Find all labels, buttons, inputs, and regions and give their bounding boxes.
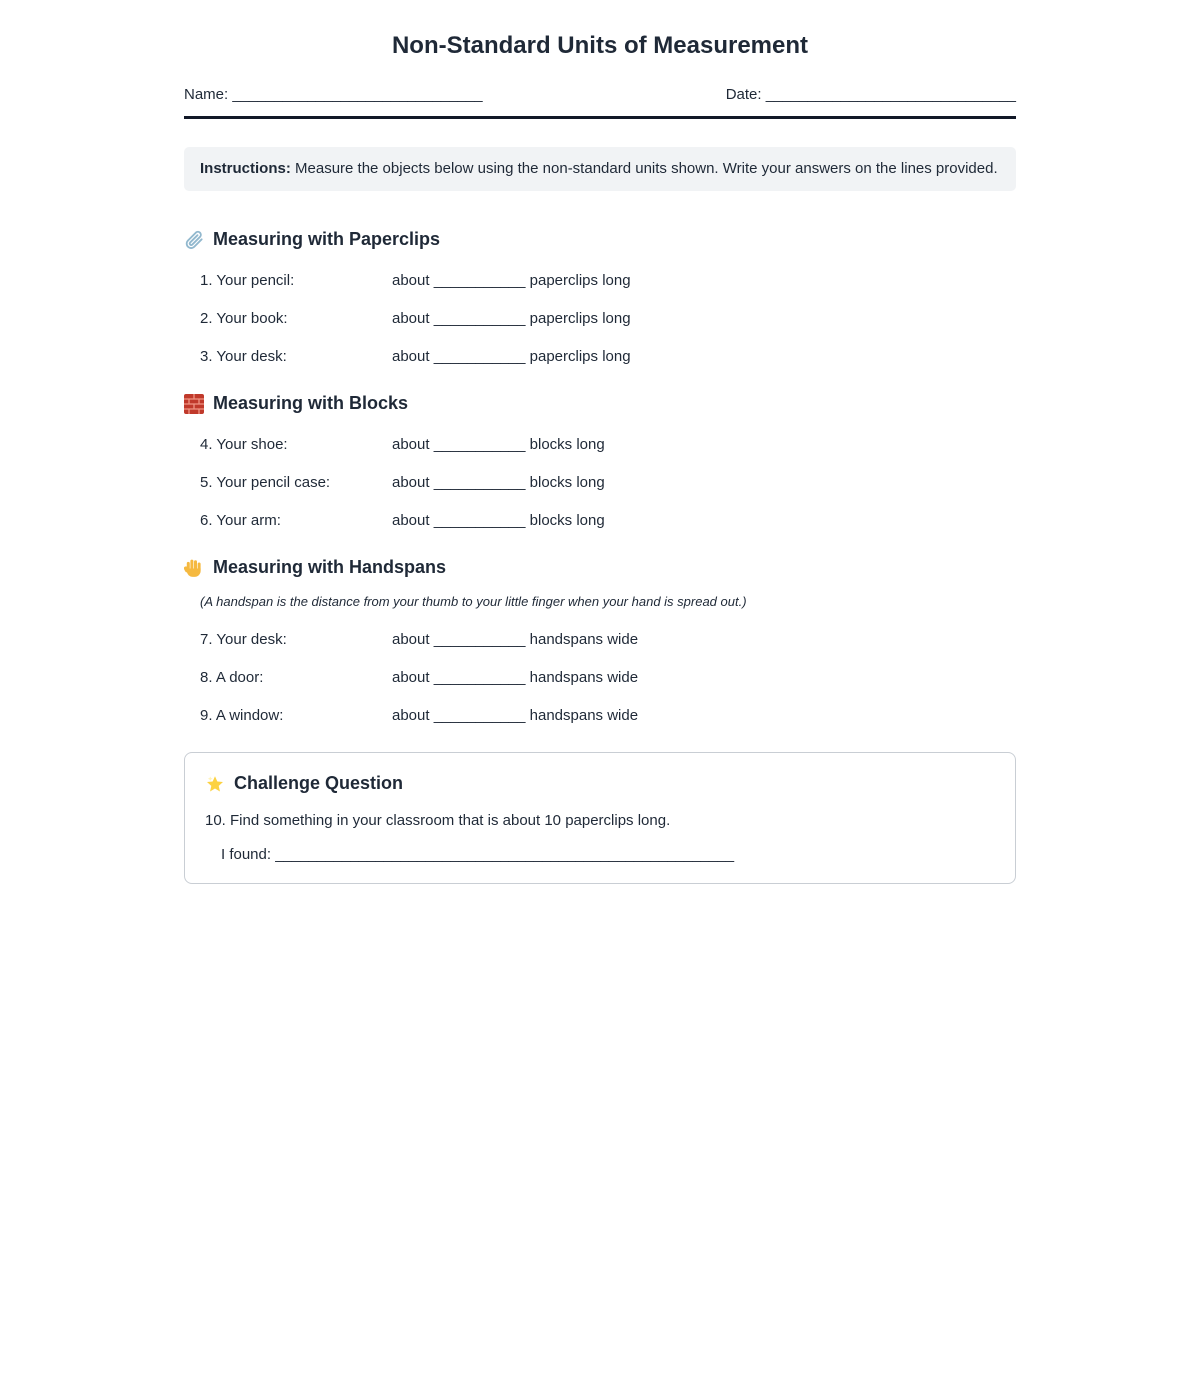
question-row-9 bbox=[184, 707, 1016, 724]
answer-blank[interactable]: ___________ bbox=[433, 436, 526, 454]
section-title: Measuring with Paperclips bbox=[213, 229, 441, 250]
question-label: 5. Your pencil case: bbox=[200, 474, 331, 492]
answer-prefix: about bbox=[392, 436, 430, 454]
question-label: 8. A door: bbox=[200, 669, 264, 687]
question-row-1 bbox=[184, 272, 1016, 289]
question-answer bbox=[392, 310, 631, 327]
found-label: I found: bbox=[221, 846, 272, 864]
section-paperclips bbox=[184, 229, 1016, 365]
star-icon bbox=[205, 774, 225, 794]
question-row-7 bbox=[184, 631, 1016, 648]
answer-blank[interactable]: ___________ bbox=[433, 310, 526, 328]
answer-blank[interactable]: ___________ bbox=[433, 669, 526, 687]
answer-prefix: about bbox=[392, 669, 430, 687]
answer-prefix: about bbox=[392, 310, 430, 328]
worksheet-page bbox=[184, 0, 1016, 884]
answer-suffix: handspans wide bbox=[529, 631, 639, 649]
answer-suffix: blocks long bbox=[529, 436, 605, 454]
question-label: 6. Your arm: bbox=[200, 512, 281, 530]
section-title: Measuring with Blocks bbox=[213, 393, 409, 414]
question-answer bbox=[392, 474, 605, 491]
question-label: 7. Your desk: bbox=[200, 631, 287, 649]
answer-suffix: handspans wide bbox=[529, 669, 639, 687]
question-answer bbox=[392, 669, 638, 686]
date-blank[interactable]: ______________________________ bbox=[765, 86, 1016, 103]
question-row-4 bbox=[184, 436, 1016, 453]
name-field bbox=[184, 86, 483, 103]
question-label: 1. Your pencil: bbox=[200, 272, 295, 290]
answer-blank[interactable]: ___________ bbox=[433, 272, 526, 290]
instructions-text: Measure the objects below using the non-standard units shown. Write your answers on the lines provided. bbox=[295, 160, 998, 177]
instructions-box bbox=[184, 147, 1016, 191]
handspan-hint: (A handspan is the distance from your thumb to your little finger when your hand is spread out.) bbox=[200, 594, 747, 610]
question-answer bbox=[392, 348, 631, 365]
question-answer bbox=[392, 631, 638, 648]
question-row-2 bbox=[184, 310, 1016, 327]
question-row-8 bbox=[184, 669, 1016, 686]
question-answer bbox=[392, 512, 605, 529]
found-blank[interactable]: _______________________________________________________ bbox=[275, 846, 735, 864]
answer-suffix: paperclips long bbox=[529, 348, 631, 366]
question-answer bbox=[392, 707, 638, 724]
answer-blank[interactable]: ___________ bbox=[433, 348, 526, 366]
answer-suffix: paperclips long bbox=[529, 310, 631, 328]
question-label: 9. A window: bbox=[200, 707, 284, 725]
question-answer bbox=[392, 272, 631, 289]
section-handspans bbox=[184, 557, 1016, 724]
section-paperclips-heading bbox=[184, 229, 1016, 250]
instructions-label: Instructions: bbox=[200, 160, 291, 177]
answer-prefix: about bbox=[392, 474, 430, 492]
section-blocks-heading bbox=[184, 393, 1016, 414]
answer-blank[interactable]: ___________ bbox=[433, 707, 526, 725]
name-date-row bbox=[184, 86, 1016, 103]
paperclips-icon bbox=[184, 230, 204, 250]
answer-suffix: blocks long bbox=[529, 512, 605, 530]
question-label: 3. Your desk: bbox=[200, 348, 287, 366]
date-field bbox=[726, 86, 1016, 103]
answer-suffix: paperclips long bbox=[529, 272, 631, 290]
question-row-5 bbox=[184, 474, 1016, 491]
challenge-found-row bbox=[205, 846, 995, 863]
question-row-3 bbox=[184, 348, 1016, 365]
date-label: Date: bbox=[725, 86, 762, 103]
hand-icon bbox=[184, 558, 204, 578]
challenge-box bbox=[184, 752, 1016, 884]
challenge-question: 10. Find something in your classroom that is about 10 paperclips long. bbox=[205, 812, 671, 830]
section-handspans-heading bbox=[184, 557, 1016, 578]
answer-blank[interactable]: ___________ bbox=[433, 631, 526, 649]
answer-suffix: blocks long bbox=[529, 474, 605, 492]
answer-blank[interactable]: ___________ bbox=[433, 474, 526, 492]
question-answer bbox=[392, 436, 605, 453]
answer-prefix: about bbox=[392, 512, 430, 530]
challenge-title: Challenge Question bbox=[234, 773, 404, 794]
section-title: Measuring with Handspans bbox=[213, 557, 447, 578]
brick-icon bbox=[184, 394, 204, 414]
question-label: 2. Your book: bbox=[200, 310, 288, 328]
answer-prefix: about bbox=[392, 707, 430, 725]
answer-prefix: about bbox=[392, 272, 430, 290]
header-divider bbox=[184, 116, 1016, 119]
section-blocks bbox=[184, 393, 1016, 529]
name-blank[interactable]: ______________________________ bbox=[232, 86, 483, 103]
name-label: Name: bbox=[184, 86, 229, 103]
challenge-heading bbox=[205, 773, 995, 794]
page-title: Non-Standard Units of Measurement bbox=[391, 32, 809, 59]
answer-blank[interactable]: ___________ bbox=[433, 512, 526, 530]
answer-prefix: about bbox=[392, 348, 430, 366]
answer-prefix: about bbox=[392, 631, 430, 649]
question-label: 4. Your shoe: bbox=[200, 436, 288, 454]
question-row-6 bbox=[184, 512, 1016, 529]
answer-suffix: handspans wide bbox=[529, 707, 639, 725]
